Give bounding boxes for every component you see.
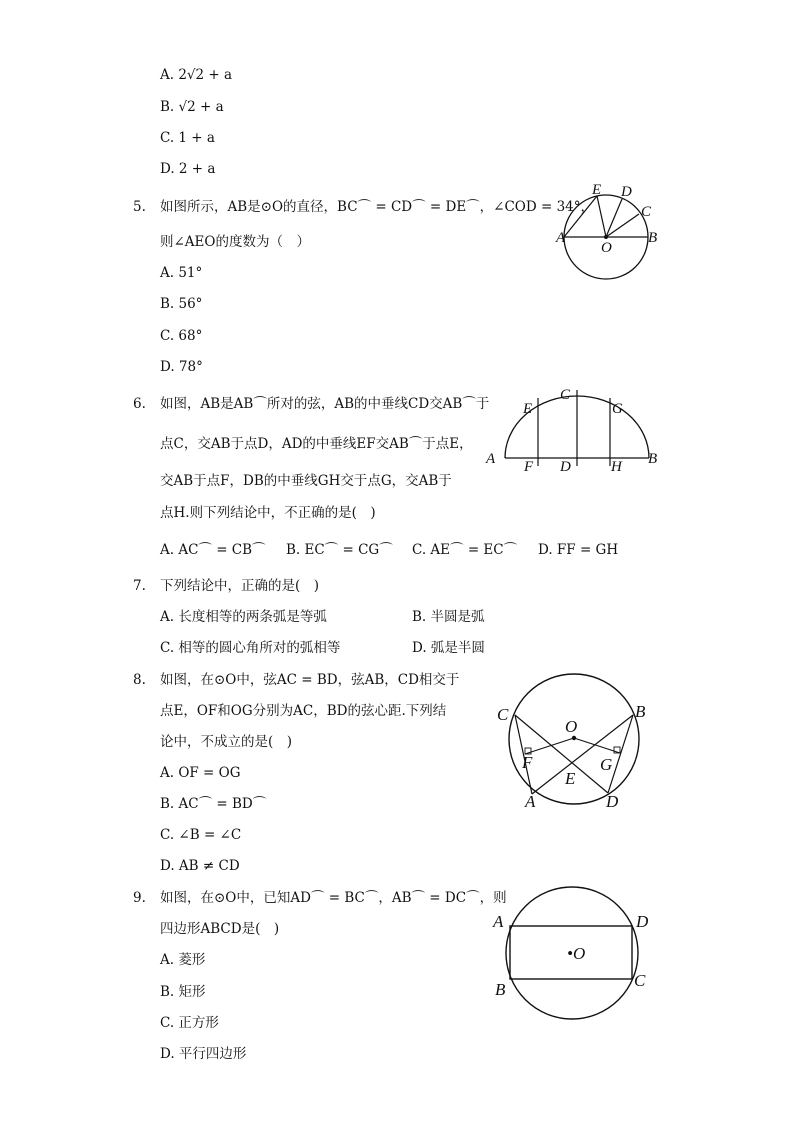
q5-option-a: A. 51° (160, 265, 203, 281)
q7-number: 7. (133, 578, 146, 594)
q5-label-c: C (641, 204, 652, 220)
q5-label-d: D (621, 184, 632, 200)
q6-label-b: B (648, 451, 658, 467)
q5-circle-figure (548, 180, 668, 285)
q8-center-dot (572, 736, 576, 740)
q9-option-a: A. 菱形 (160, 952, 206, 968)
q6-option-c: C. AE⌒ = EC⌒ (412, 542, 518, 558)
q6-label-h: H (611, 459, 622, 474)
q8-stem-line2: 点E，OF和OG分别为AC，BD的弦心距.下列结 (160, 703, 447, 719)
q4-option-d: D. 2 + a (160, 161, 216, 177)
q8-label-c: C (497, 705, 509, 724)
q6-label-a: A (486, 451, 496, 467)
q6-label-g: G (612, 401, 623, 417)
q9-stem-line2: 四边形ABCD是( ) (160, 921, 280, 937)
q9-option-c: C. 正方形 (160, 1015, 219, 1031)
q6-stem-line1: 如图，AB是AB⌒所对的弦，AB的中垂线CD交AB⌒于 (160, 396, 490, 412)
q5-option-b: B. 56° (160, 296, 203, 312)
q7-option-d: D. 弧是半圆 (412, 640, 485, 656)
q5-label-e: E (592, 182, 602, 198)
q5-label-b: B (648, 230, 658, 246)
q8-option-b: B. AC⌒ = BD⌒ (160, 796, 267, 812)
q9-label-d: D (636, 912, 649, 931)
q8-number: 8. (133, 672, 146, 688)
q8-chord-ab (532, 715, 633, 794)
q6-label-e: E (523, 401, 533, 417)
q6-stem-line3: 交AB于点F，DB的中垂线GH交于点G，交AB于 (160, 473, 452, 489)
q5-stem-line1: 如图所示，AB是⊙O的直径，BC⌒ = CD⌒ = DE⌒，∠COD = 34°， (160, 199, 595, 215)
q5-option-d: D. 78° (160, 359, 203, 375)
q9-circle-figure (490, 882, 660, 1027)
q8-label-g: G (600, 755, 613, 774)
q6-arc-figure (480, 382, 665, 474)
q6-option-b: B. EC⌒ = CG⌒ (286, 542, 393, 558)
q6-number: 6. (133, 396, 146, 412)
q5-radius-oe (597, 196, 606, 237)
q8-label-a: A (525, 792, 536, 811)
q7-option-c: C. 相等的圆心角所对的弧相等 (160, 640, 341, 656)
q8-stem-line3: 论中，不成立的是( ) (160, 734, 293, 750)
q6-label-d: D (560, 459, 571, 474)
q9-option-d: D. 平行四边形 (160, 1046, 247, 1062)
q8-segment-of (525, 738, 574, 754)
q5-number: 5. (133, 199, 146, 215)
q8-label-b: B (635, 702, 646, 721)
q6-option-a: A. AC⌒ = CB⌒ (160, 542, 266, 558)
q6-label-f: F (524, 459, 534, 474)
q9-number: 9. (133, 890, 146, 906)
q7-option-a: A. 长度相等的两条弧是等弧 (160, 609, 327, 625)
q7-option-b: B. 半圆是弧 (412, 609, 485, 625)
q8-stem-line1: 如图，在⊙O中，弦AC = BD，弦AB，CD相交于 (160, 672, 460, 688)
q8-option-d: D. AB ≠ CD (160, 858, 240, 874)
q9-stem-line1: 如图，在⊙O中，已知AD⌒ = BC⌒，AB⌒ = DC⌒，则 (160, 890, 507, 906)
q7-stem: 下列结论中，正确的是( ) (160, 578, 320, 594)
q9-label-c: C (634, 971, 646, 990)
q6-option-d: D. FF = GH (538, 542, 619, 558)
q5-option-c: C. 68° (160, 328, 203, 344)
q8-label-d: D (606, 792, 619, 811)
q9-label-o: •O (567, 944, 586, 963)
q8-circle-figure (492, 668, 660, 813)
q4-option-b: B. √2 + a (160, 99, 224, 115)
q9-label-b: B (495, 980, 506, 999)
q5-stem-line2: 则∠AEO的度数为（ ） (160, 234, 310, 250)
q6-label-c: C (560, 387, 571, 403)
q8-option-a: A. OF = OG (160, 765, 241, 781)
q8-chord-bd (608, 715, 633, 793)
q6-stem-line4: 点H.则下列结论中，不正确的是( ) (160, 505, 376, 521)
q9-label-a: A (493, 912, 504, 931)
q4-option-a: A. 2√2 + a (160, 67, 233, 83)
q8-label-o: O (565, 717, 578, 736)
q8-label-e: E (565, 769, 576, 788)
q9-option-b: B. 矩形 (160, 984, 206, 1000)
q8-label-f: F (522, 753, 533, 772)
q4-option-c: C. 1 + a (160, 130, 215, 146)
q5-label-o: O (601, 240, 612, 256)
q6-stem-line2: 点C，交AB于点D，AD的中垂线EF交AB⌒于点E， (160, 436, 473, 452)
q8-option-c: C. ∠B = ∠C (160, 827, 242, 843)
q5-center-dot (604, 235, 608, 239)
q8-segment-og (574, 738, 620, 753)
q5-label-a: A (556, 230, 566, 246)
